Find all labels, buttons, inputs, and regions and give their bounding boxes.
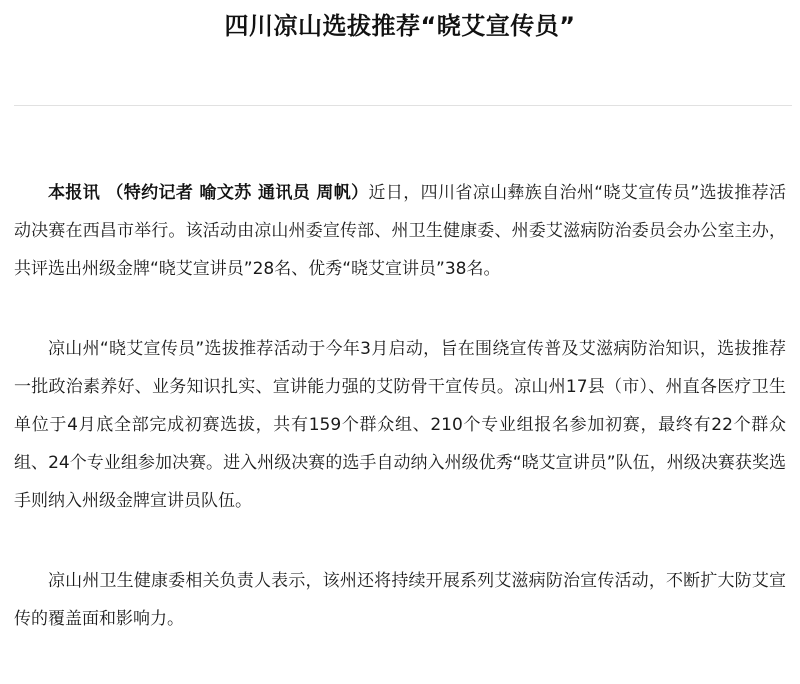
paragraph-3-text: 凉山州卫生健康委相关负责人表示，该州还将持续开展系列艾滋病防治宣传活动，不断扩大防艾宣传的覆盖面和影响力。 (14, 571, 786, 629)
paragraph-3 (14, 562, 786, 638)
paragraph-2 (14, 330, 786, 520)
paragraph-1 (14, 174, 786, 288)
paragraph-1-text: 近日，四川省凉山彝族自治州“晓艾宣传员”选拔推荐活动决赛在西昌市举行。该活动由凉山州委宣传部、州卫生健康委、州委艾滋病防治委员会办公室主办，共评选出州级金牌“晓艾宣讲员”28名、优秀“晓艾宣讲员”38名。 (14, 183, 786, 279)
article-body (14, 174, 786, 638)
article-title: 四川凉山选拔推荐“晓艾宣传员” (224, 12, 576, 40)
paragraph-2-text: 凉山州“晓艾宣传员”选拔推荐活动于今年3月启动，旨在围绕宣传普及艾滋病防治知识，选拔推荐一批政治素养好、业务知识扎实、宣讲能力强的艾防骨干宣传员。凉山州17县（市）、州直各医疗卫生单位于4月底全部完成初赛选拔，共有159个群众组、210个专业组报名参加初赛，最终有22个群众组、24个专业组参加决赛。进入州级决赛的选手自动纳入州级优秀“晓艾宣讲员”队伍，州级决赛获奖选手则纳入州级金牌宣讲员队伍。 (14, 339, 786, 511)
byline: 本报讯 （特约记者 喻文苏 通讯员 周帆） (48, 183, 369, 203)
title-divider (14, 105, 792, 106)
